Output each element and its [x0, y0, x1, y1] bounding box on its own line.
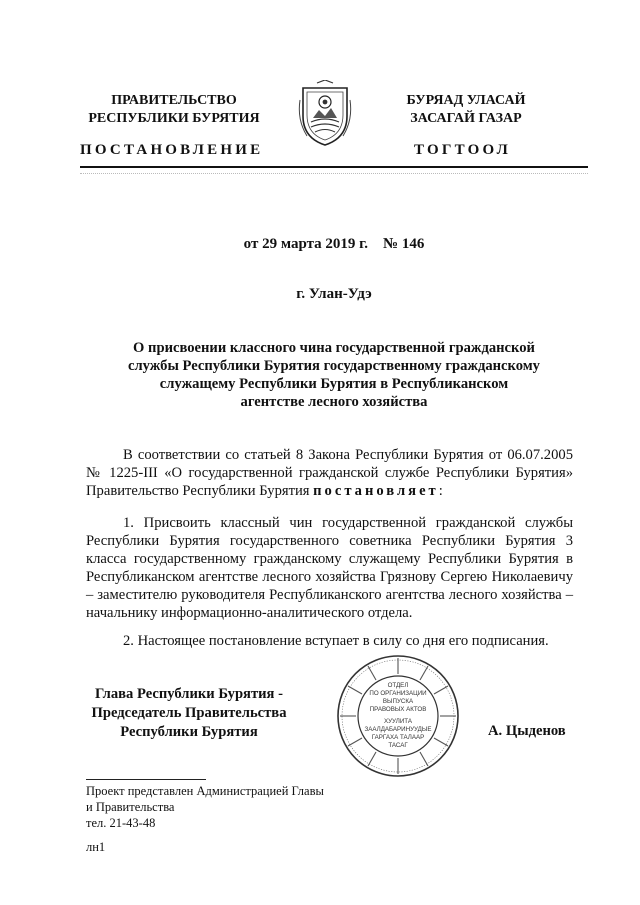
stamp-line: ПРАВОВЫХ АКТОВ	[369, 706, 427, 713]
body-item-1	[86, 514, 573, 622]
header-left-line2: РЕСПУБЛИКИ БУРЯТИЯ	[88, 111, 260, 126]
intro-emphasis: постановляет	[313, 483, 439, 499]
item1-text: 1. Присвоить классный чин государственной гражданской службы Республики Бурятия государственного советника Республики Бурятия 3 класса государственному гражданскому служащему Республики Бурятия в Республиканском агентстве лесного хозяйства Грязнову Сергею Николаевичу – заместителю руководителя Республиканского агентства лесного хозяйства – начальнику информационно-аналитического отдела.	[86, 515, 573, 621]
intro-end: :	[438, 483, 443, 499]
stamp-line: ПО ОРГАНИЗАЦИИ	[369, 690, 427, 697]
title-line: агентстве лесного хозяйства	[240, 394, 428, 410]
title-line: О присвоении классного чина государственной гражданской	[133, 340, 535, 356]
body-item-2	[86, 632, 573, 650]
doc-type-right: ТОГТООЛ	[414, 142, 511, 158]
coat-of-arms-icon	[297, 80, 353, 148]
doc-type-left: ПОСТАНОВЛЕНИЕ	[80, 142, 264, 158]
footer-rule	[86, 779, 206, 780]
signature-line1: Глава Республики Бурятия -	[95, 686, 283, 702]
stamp-line: ЗААЛДАБАРИНУУДЫЕ	[364, 726, 432, 733]
header-right-line2: ЗАСАГАЙ ГАЗАР	[410, 111, 522, 126]
intro-text: В соответствии со статьей 8 Закона Республики Бурятия от 06.07.2005 № 1225-III «О государственной гражданской службе Республики Бурятия» Правительство Республики Бурятия	[86, 447, 573, 499]
signature-line3: Республики Бурятия	[120, 724, 258, 740]
stamp-line: ТАСАГ	[388, 742, 408, 749]
date-number: от 29 марта 2019 г. № 146	[243, 236, 425, 252]
header-rule-thick	[80, 166, 588, 168]
footer	[86, 783, 324, 855]
stamp-line: ВЫПУСКА	[382, 698, 414, 705]
footer-line1: Проект представлен Администрацией Главы	[86, 784, 324, 798]
body-intro	[86, 446, 573, 500]
header-left-line1: ПРАВИТЕЛЬСТВО	[111, 93, 237, 108]
header-left	[86, 92, 262, 128]
header-right-line1: БУРЯАД УЛАСАЙ	[406, 93, 526, 108]
city: г. Улан-Удэ	[296, 286, 372, 302]
stamp-line: ХУУЛИТА	[384, 718, 412, 725]
header-right	[382, 92, 550, 128]
stamp-line: ОТДЕЛ	[387, 682, 409, 689]
footer-line3: тел. 21-43-48	[86, 816, 156, 830]
footer-line4: лн1	[86, 840, 106, 854]
footer-line2: и Правительства	[86, 800, 175, 814]
signer-name: А. Цыденов	[488, 723, 566, 739]
signature-title	[80, 685, 298, 742]
stamp-line: ГАРГАХА ТАЛААР	[371, 734, 425, 741]
item2-text: 2. Настоящее постановление вступает в силу со дня его подписания.	[123, 633, 549, 649]
signature-line2: Председатель Правительства	[91, 705, 287, 721]
document-title	[80, 339, 588, 411]
header-rule-dotted	[80, 173, 588, 174]
official-stamp	[336, 654, 460, 778]
title-line: служащему Республики Бурятия в Республиканском	[159, 376, 509, 392]
title-line: службы Республики Бурятия государственному гражданскому	[128, 358, 540, 374]
